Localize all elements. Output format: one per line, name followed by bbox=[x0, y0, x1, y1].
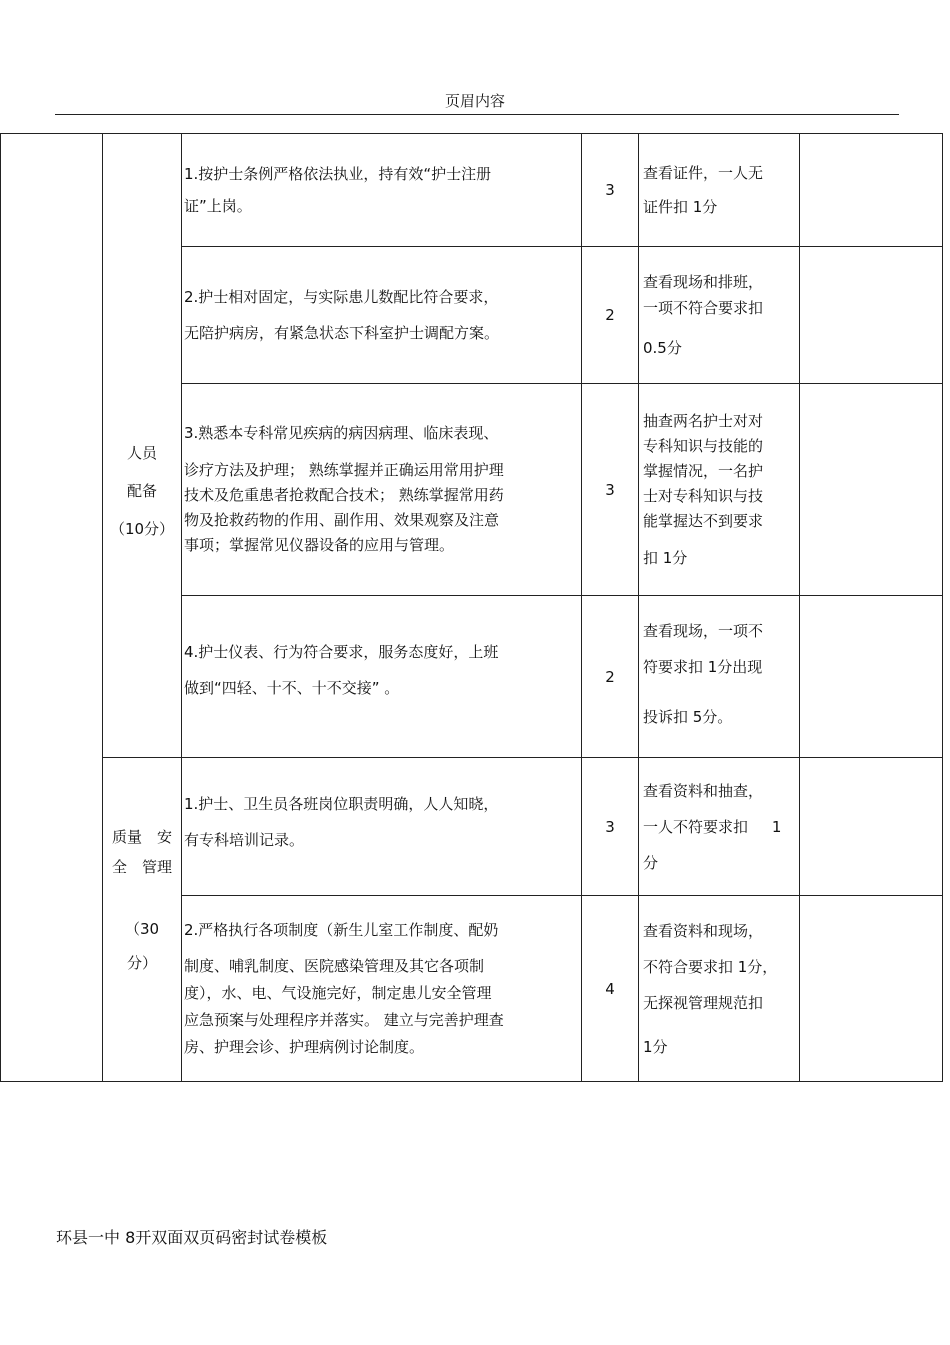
blank-cell bbox=[800, 896, 943, 1082]
requirement-line: 1.护士、卫生员各班岗位职责明确，人人知晓， bbox=[184, 794, 499, 813]
blank-cell bbox=[800, 596, 943, 758]
category-label-line: （10分） bbox=[109, 519, 175, 538]
page-header-title: 页眉内容 bbox=[444, 92, 505, 110]
method-cell bbox=[639, 384, 800, 596]
method-line: 一项不符合要求扣 bbox=[643, 299, 764, 317]
header-rule bbox=[55, 114, 899, 115]
table-row bbox=[1, 758, 943, 896]
score-cell: 3 bbox=[582, 384, 639, 596]
score-cell: 2 bbox=[582, 596, 639, 758]
method-line: 符要求扣 1分出现 bbox=[643, 657, 763, 676]
method-line: 查看证件，一人无 bbox=[643, 164, 764, 182]
requirement-line: 有专科培训记录。 bbox=[184, 830, 305, 849]
category-label-line: 质量 安 bbox=[111, 827, 172, 846]
requirement-line: 应急预案与处理程序并落实。 建立与完善护理查 bbox=[184, 1010, 504, 1029]
method-cell bbox=[639, 758, 800, 896]
category-label-line: 配备 bbox=[126, 481, 157, 500]
requirement-line: 2.严格执行各项制度（新生儿室工作制度、配奶 bbox=[184, 920, 499, 939]
method-line: 能掌握达不到要求 bbox=[643, 511, 764, 530]
method-line: 掌握情况，一名护 bbox=[643, 461, 764, 480]
score-cell: 3 bbox=[582, 134, 639, 247]
requirement-line: 1.按护士条例严格依法执业，持有效“护士注册 bbox=[184, 165, 492, 183]
method-line: 证件扣 1分 bbox=[643, 198, 718, 216]
table-row bbox=[1, 134, 943, 247]
requirement-line: 房、护理会诊、护理病例讨论制度。 bbox=[184, 1037, 425, 1056]
category-cell-staffing bbox=[103, 134, 182, 758]
blank-first-column bbox=[1, 134, 103, 1082]
requirement-line: 诊疗方法及护理； 熟练掌握并正确运用常用护理 bbox=[184, 461, 504, 479]
method-cell bbox=[639, 896, 800, 1082]
requirement-line: 技术及危重患者抢救配合技术； 熟练掌握常用药 bbox=[184, 486, 504, 504]
method-cell bbox=[639, 596, 800, 758]
category-label-line: （30 bbox=[124, 919, 160, 938]
category-cell-quality-safety bbox=[103, 758, 182, 1082]
requirement-line: 制度、哺乳制度、医院感染管理及其它各项制 bbox=[184, 956, 485, 975]
method-line: 士对专科知识与技 bbox=[643, 486, 764, 505]
method-line: 专科知识与技能的 bbox=[643, 436, 764, 455]
requirement-line: 2.护士相对固定，与实际患儿数配比符合要求， bbox=[184, 288, 499, 306]
requirement-cell bbox=[182, 384, 582, 596]
method-cell bbox=[639, 247, 800, 384]
requirement-line: 事项；掌握常见仪器设备的应用与管理。 bbox=[184, 536, 455, 554]
method-line: 1分 bbox=[643, 1037, 668, 1056]
category-label-line: 人员 bbox=[126, 443, 157, 462]
category-label-line: 全 管理 bbox=[111, 857, 172, 876]
requirement-line: 证”上岗。 bbox=[184, 197, 252, 215]
requirement-line: 无陪护病房，有紧急状态下科室护士调配方案。 bbox=[184, 324, 500, 342]
score-cell: 4 bbox=[582, 896, 639, 1082]
requirement-cell bbox=[182, 896, 582, 1082]
method-line: 查看现场，一项不 bbox=[643, 621, 764, 640]
method-line: 查看资料和现场， bbox=[643, 921, 764, 940]
requirement-cell bbox=[182, 596, 582, 758]
method-line: 查看现场和排班， bbox=[643, 273, 764, 291]
blank-cell bbox=[800, 134, 943, 247]
blank-cell bbox=[800, 384, 943, 596]
requirement-cell bbox=[182, 247, 582, 384]
requirement-line: 3.熟悉本专科常见疾病的病因病理、临床表现、 bbox=[184, 424, 499, 442]
nursing-evaluation-table bbox=[0, 133, 943, 1082]
method-line: 无探视管理规范扣 bbox=[643, 993, 764, 1012]
requirement-cell bbox=[182, 134, 582, 247]
blank-cell bbox=[800, 758, 943, 896]
method-line: 投诉扣 5分。 bbox=[643, 707, 733, 726]
method-cell bbox=[639, 134, 800, 247]
method-line: 一人不符要求扣 1 bbox=[643, 817, 782, 836]
score-cell: 3 bbox=[582, 758, 639, 896]
method-line: 查看资料和抽查， bbox=[643, 781, 764, 800]
requirement-line: 度），水、电、气设施完好，制定患儿安全管理 bbox=[184, 983, 492, 1002]
method-line: 不符合要求扣 1分， bbox=[643, 957, 778, 976]
page-footer-text: 环县一中 8开双面双页码密封试卷模板 bbox=[56, 1228, 328, 1247]
category-label-line: 分） bbox=[126, 953, 157, 972]
blank-cell bbox=[800, 247, 943, 384]
requirement-line: 4.护士仪表、行为符合要求，服务态度好，上班 bbox=[184, 642, 499, 661]
requirement-line: 做到“四轻、十不、十不交接” 。 bbox=[184, 678, 400, 697]
method-line: 扣 1分 bbox=[643, 548, 688, 567]
score-cell: 2 bbox=[582, 247, 639, 384]
method-line: 0.5分 bbox=[643, 339, 682, 357]
requirement-cell bbox=[182, 758, 582, 896]
method-line: 抽查两名护士对对 bbox=[643, 411, 764, 430]
requirement-line: 物及抢救药物的作用、副作用、效果观察及注意 bbox=[184, 511, 500, 529]
method-line: 分 bbox=[643, 853, 659, 872]
